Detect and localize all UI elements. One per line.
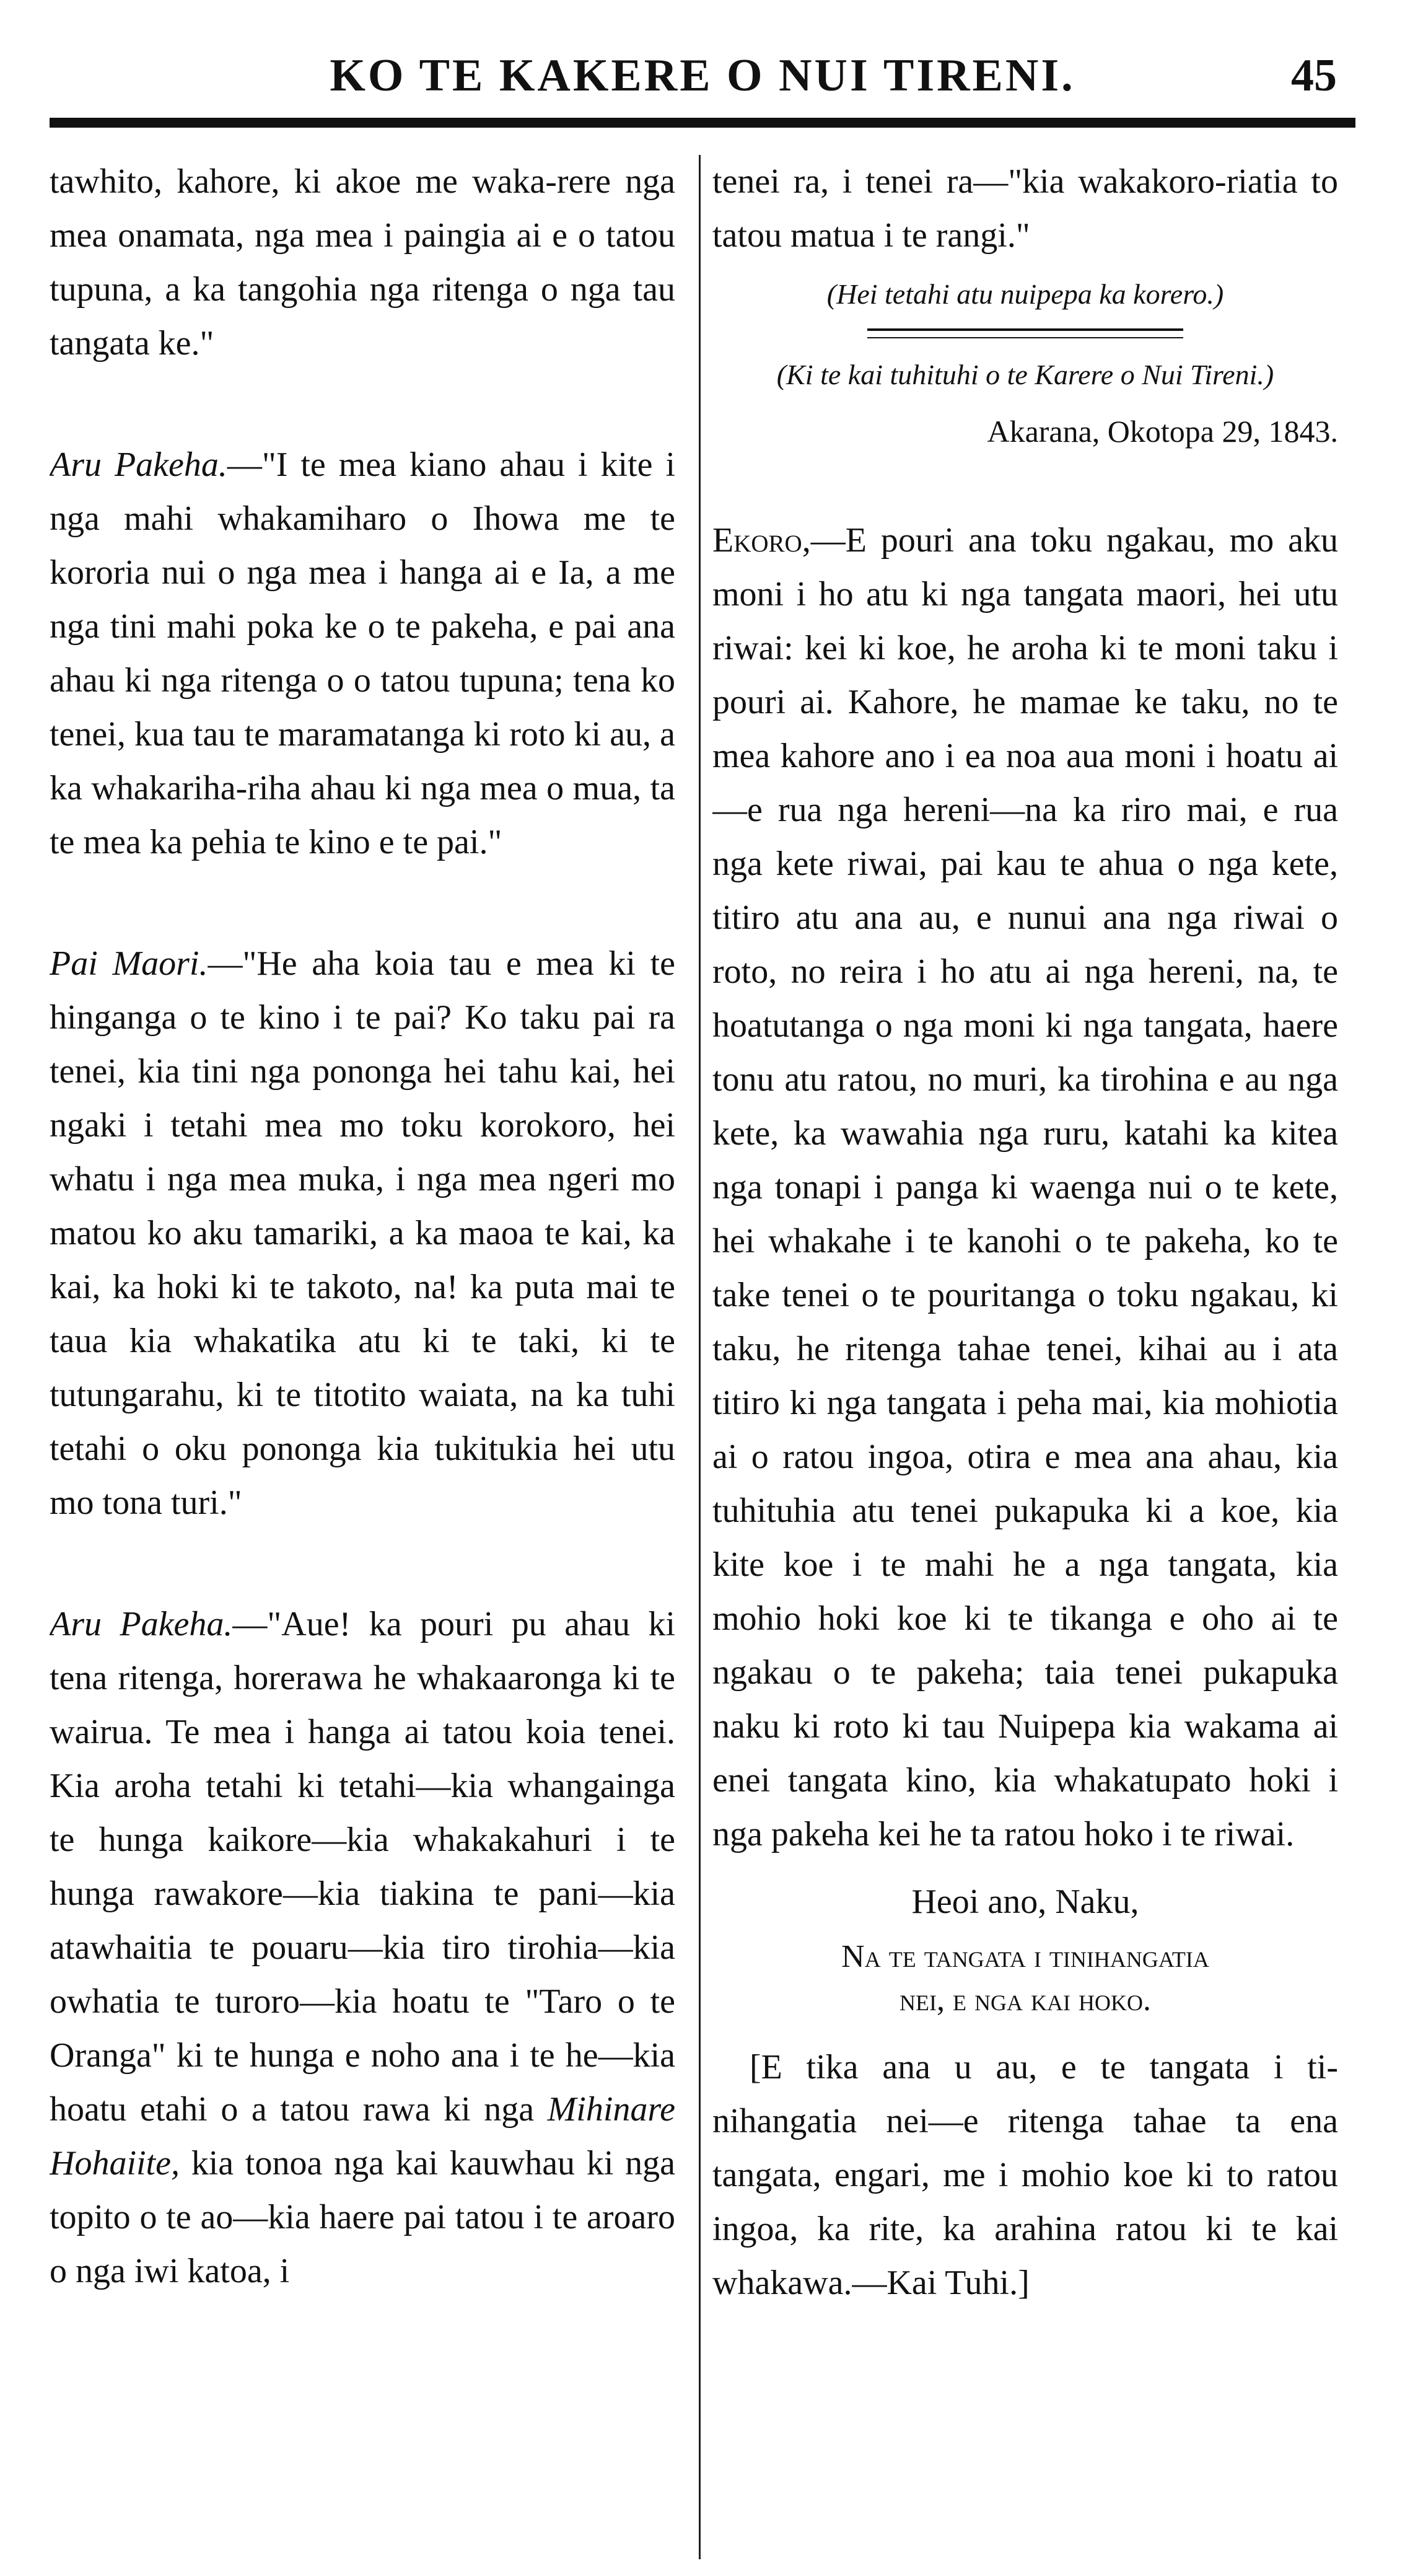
- letter-closing: Heoi ano, Naku,: [911, 1883, 1139, 1921]
- speaker-aru-pakeha: Aru Pakeha.: [50, 446, 227, 484]
- left-paragraph-4: [50, 1544, 675, 2298]
- speech-text: —"He aha koia tau e mea ki te hinganga o te kino i te pai? Ko taku pai ra tenei, kia tini nga pononga hei tahu kai, hei ngaki i tetahi mea mo toku korokoro, hei whatu i nga mea muka, i nga mea ngeri mo matou ko aku tamariki, a ka maoa te kai, ka kai, ka hoki ki te takoto, na! ka puta mai te taua kia whakatika atu ki te taki, ki te tutungarahu, ki te titotito waiata, na ka tuhi tetahi o oku pononga kia tukitukia hei utu mo tona turi.": [50, 944, 675, 1522]
- left-paragraph-3: [50, 883, 675, 1530]
- editor-note: [E tika ana u au, e te tangata i ti-nihangatia nei—e ritenga tahae ta ena tangata, engari, me i mohio koe ki to ratou ingoa, ka rite, ka arahina ratou ki te kai whakawa.—Kai Tuhi.]: [712, 2048, 1338, 2302]
- letter-body: [712, 460, 1338, 1862]
- speech-text-tail: kia tonoa nga kai kauwhau ki nga topito o te ao—kia haere pai tatou i te aroaro o nga iwi katoa, i: [50, 2144, 675, 2290]
- speaker-aru-pakeha: Aru Pakeha.: [50, 1605, 233, 1643]
- letter-dateline: Akarana, Okotopa 29, 1843.: [987, 414, 1338, 449]
- letter-text: —E pouri ana toku ngakau, mo aku moni i ho atu ki nga tangata maori, hei utu riwai: kei ki koe, he aroha ki te moni taku i pouri ai. Kahore, he mamae ke taku, no te mea kahore ano i ea noa aua moni i hoatu ai—e rua nga hereni—na ka riro mai, e rua nga kete riwai, pai kau te ahua o nga kete, titiro atu ana au, e nunui ana nga riwai o roto, no reira i ho atu ai nga hereni, na, te hoatutanga o nga moni ki nga tangata, haere tonu atu ratou, no muri, ka tirohina e au nga kete, ka wawahia nga ruru, katahi ka kitea nga tonapi i panga ki waenga nui o te kete, hei whakahe i te kanohi o te pakeha, ko te take tenei o te pouritanga o toku ngakau, ki taku, he ritenga tahae tenei, kihai au i ata titiro ki nga tangata i peha mai, kia mohiotia ai o ratou ingoa, otira e mea ana ahau, kia tuhituhia atu tenei pukapuka ki a koe, kia kite koe i te mahi he a nga tangata, kia mohio hoki koe ki te tikanga e oho ai te ngakau o te pakeha; taia tenei pukapuka naku ki roto ki tau Nuipepa kia wakama ai enei tangata kino, kia whakatupato hoki i nga pakeha kei he ta ratou hoko i te riwai.: [712, 521, 1338, 1853]
- speech-text: —"Aue! ka pouri pu ahau ki tena ritenga, horerawa he whakaaronga ki te wairua. Te mea i hanga ai tatou koia tenei. Kia aroha tetahi ki tetahi—kia whangainga te hunga kaikore—kia whakakahuri i te hunga rawakore—kia tiakina te pani—kia atawhaitia te pouaru—kia tiro tirohia—kia owhatia te turoro—kia hoatu te "Taro o te Oranga" ki te hunga e noho ana i te he—kia hoatu etahi o a tatou rawa ki nga: [50, 1605, 675, 2129]
- header-rule: [50, 118, 1355, 128]
- right-paragraph-1: tenei ra, i tenei ra—"kia wakakoro-riatia to tatou matua i te rangi.": [712, 162, 1338, 255]
- speech-text: —"I te mea kiano ahau i kite i nga mahi whakamiharo o Ihowa me te kororia nui o nga mea i hanga ai e Ia, a me nga tini mahi poka ke o te pakeha, e pai ana ahau ki nga ritenga o o tatou tupuna; tena ko tenei, kua tau te maramatanga ki roto ki au, a ka whakariha-riha ahau ki nga mea o mua, ta te mea ka pehia te kino e te pai.": [50, 446, 675, 861]
- letter-salutation: Ekoro,: [712, 521, 811, 560]
- column-divider: [699, 155, 701, 2559]
- source-note: (Hei tetahi atu nuipepa ka korero.): [826, 278, 1224, 310]
- letter-signature: Na te tangata i tinihangatia nei, e nga kai hoko.: [841, 1939, 1209, 2018]
- right-column: [712, 155, 1338, 2559]
- left-paragraph-1: tawhito, kahore, ki akoe me waka-rere nga mea onamata, nga mea i paingia ai e o tatou tupuna, a ka tangohia nga ritenga o nga tau tangata ke.": [50, 162, 675, 363]
- left-paragraph-2: [50, 384, 675, 869]
- speech-italic-term: Mihinare Hohaiite,: [50, 2090, 675, 2183]
- page-number: 45: [1291, 50, 1337, 101]
- page-header: [50, 43, 1355, 130]
- section-divider: [867, 328, 1183, 338]
- left-column: [50, 155, 675, 2559]
- contributed-note: (Ki te kai tuhituhi o te Karere o Nui Tireni.): [776, 359, 1274, 390]
- newspaper-title: KO TE KAKERE O NUI TIRENI.: [330, 50, 1075, 101]
- speaker-pai-maori: Pai Maori.: [50, 944, 208, 983]
